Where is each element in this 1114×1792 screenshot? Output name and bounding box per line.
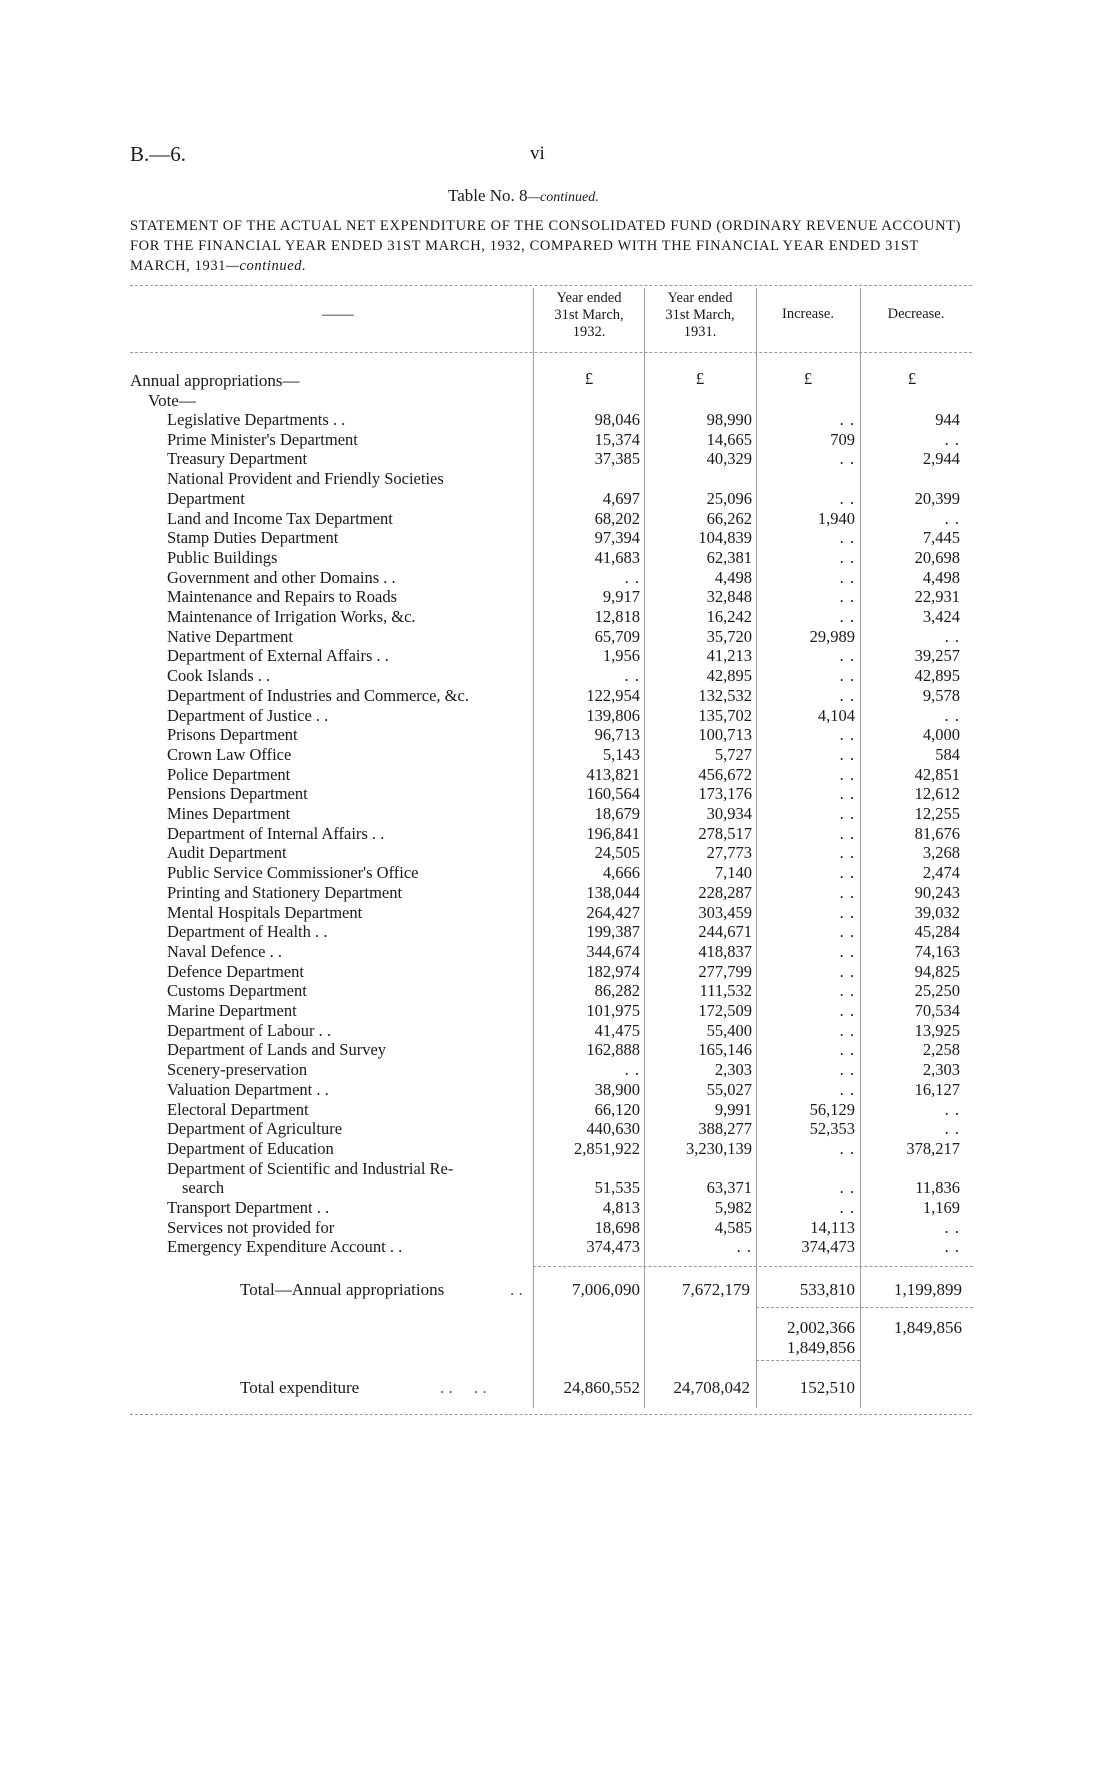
total-annual-increase: 533,810 (799, 1280, 855, 1299)
value-1931: 418,837 (698, 941, 752, 961)
value-1931: 165,146 (698, 1040, 752, 1060)
total-expenditure-leader: . . . . (440, 1378, 487, 1397)
table-row (0, 607, 1114, 627)
value-1932: 38,900 (594, 1079, 640, 1099)
table-row (0, 548, 1114, 568)
table-header-rule (130, 352, 972, 353)
value-increase: . . (839, 784, 855, 804)
value-1931: 63,371 (706, 1178, 752, 1198)
value-increase: 29,989 (809, 626, 855, 646)
value-1931: 7,140 (714, 863, 752, 883)
value-1932: 9,917 (602, 587, 640, 607)
value-1932: . . (624, 666, 640, 686)
row-label: Naval Defence . . (167, 941, 282, 961)
value-increase: . . (839, 488, 855, 508)
column-header-1931-line2: 31st March, (665, 307, 735, 323)
table-row (0, 568, 1114, 588)
value-decrease: . . (944, 1237, 960, 1257)
value-decrease: 2,303 (922, 1060, 960, 1080)
value-1931: 55,400 (706, 1020, 752, 1040)
value-1932: 86,282 (594, 981, 640, 1001)
column-header-1931-line3: 1931. (683, 324, 717, 340)
table-number-continued: —continued. (527, 190, 599, 205)
column-header-1932 (535, 290, 643, 341)
value-1931: 98,990 (706, 410, 752, 429)
row-label: National Provident and Friendly Societies (167, 469, 444, 489)
row-label: Services not provided for (167, 1217, 335, 1237)
value-1932: 440,630 (586, 1119, 640, 1139)
value-1931: 27,773 (706, 843, 752, 863)
value-1932: 101,975 (586, 1001, 640, 1020)
value-decrease: 4,000 (922, 725, 960, 745)
row-label: Scenery-preservation (167, 1060, 308, 1080)
row-label: Printing and Stationery Department (167, 882, 403, 902)
row-label-continuation: Department (167, 488, 245, 508)
value-1931: 9,991 (714, 1099, 752, 1119)
row-label: Prisons Department (167, 725, 298, 745)
value-decrease: 1,169 (922, 1198, 960, 1217)
value-1931: 173,176 (698, 784, 752, 804)
value-1932: 182,974 (586, 961, 640, 981)
carried-decrease-offset: 1,849,856 (787, 1338, 855, 1357)
value-1932: 5,143 (602, 744, 640, 764)
value-1931: 111,532 (699, 981, 752, 1001)
value-increase: . . (839, 567, 855, 587)
value-1932: 97,394 (594, 528, 640, 548)
table-row (0, 1080, 1114, 1100)
row-label: Prime Minister's Department (167, 429, 358, 449)
table-row (0, 784, 1114, 804)
table-row (0, 1218, 1114, 1238)
value-increase: . . (839, 607, 855, 626)
table-row (0, 528, 1114, 548)
value-increase: . . (839, 1020, 855, 1040)
row-label: Maintenance and Repairs to Roads (167, 587, 398, 607)
table-row (0, 843, 1114, 863)
table-row (0, 1040, 1114, 1060)
value-1932: 4,813 (602, 1198, 640, 1217)
value-1931: 228,287 (698, 882, 752, 902)
value-1932: 344,674 (586, 941, 640, 961)
statement-title (130, 216, 972, 276)
value-increase: 374,473 (801, 1237, 855, 1257)
value-increase: . . (839, 981, 855, 1001)
value-1932: 12,818 (594, 607, 640, 626)
value-increase: . . (839, 1178, 855, 1198)
value-1931: 35,720 (706, 626, 752, 646)
value-1932: 68,202 (594, 508, 640, 528)
table-row (0, 706, 1114, 726)
value-increase: . . (839, 1198, 855, 1217)
column-header-decrease: Decrease. (887, 306, 945, 322)
row-label: Crown Law Office (167, 744, 292, 764)
table-row (0, 430, 1114, 450)
value-decrease: . . (944, 429, 960, 449)
value-increase: . . (839, 823, 855, 843)
value-1932: 37,385 (594, 449, 640, 469)
value-decrease: 13,925 (914, 1020, 960, 1040)
total-expenditure-1931: 24,708,042 (673, 1378, 750, 1397)
value-decrease: 944 (935, 410, 960, 429)
table-row (0, 1001, 1114, 1021)
row-label: Department of Lands and Survey (167, 1040, 387, 1060)
table-row (0, 1060, 1114, 1080)
value-1932: 139,806 (586, 705, 640, 725)
row-label: Government and other Domains . . (167, 567, 396, 587)
value-1931: 25,096 (706, 488, 752, 508)
statement-title-continued: —continued. (226, 258, 307, 274)
value-increase: . . (839, 410, 855, 429)
value-1932: . . (624, 1060, 640, 1080)
total-expenditure-label: Total expenditure (240, 1378, 360, 1397)
value-decrease: 20,399 (914, 488, 960, 508)
value-increase: 1,940 (817, 508, 855, 528)
value-1932: 41,683 (594, 547, 640, 567)
table-row (0, 666, 1114, 686)
value-1931: 66,262 (706, 508, 752, 528)
table-row (0, 883, 1114, 903)
row-label: Mines Department (167, 804, 291, 823)
table-row (0, 903, 1114, 923)
value-decrease: 70,534 (914, 1001, 960, 1020)
value-increase: . . (839, 961, 855, 981)
value-1931: 278,517 (698, 823, 752, 843)
row-label: Cook Islands . . (167, 666, 271, 686)
value-decrease: . . (944, 1099, 960, 1119)
table-row (0, 449, 1114, 469)
value-decrease: . . (944, 1119, 960, 1139)
row-label: Department of Industries and Commerce, &c. (167, 685, 469, 705)
value-1932: 413,821 (586, 764, 640, 784)
row-label: Department of Labour . . (167, 1020, 332, 1040)
table-row (0, 1158, 1114, 1198)
carried-decrease: 1,849,856 (894, 1318, 962, 1337)
value-1932: 374,473 (586, 1237, 640, 1257)
row-label: Defence Department (167, 961, 304, 981)
value-1931: 30,934 (706, 804, 752, 823)
value-1931: 100,713 (698, 725, 752, 745)
row-label: Police Department (167, 764, 291, 784)
value-1932: . . (624, 567, 640, 587)
value-1931: 62,381 (706, 547, 752, 567)
value-increase: 56,129 (809, 1099, 855, 1119)
currency-symbol-increase: £ (803, 369, 813, 388)
value-decrease: 12,612 (914, 784, 960, 804)
value-1932: 18,679 (594, 804, 640, 823)
value-1932: 199,387 (586, 922, 640, 942)
value-1931: 2,303 (714, 1060, 752, 1080)
value-increase: . . (839, 725, 855, 745)
value-decrease: . . (944, 1217, 960, 1237)
value-decrease: 45,284 (914, 922, 960, 942)
value-1932: 160,564 (586, 784, 640, 804)
value-1932: 65,709 (594, 626, 640, 646)
row-label: Public Service Commissioner's Office (167, 863, 419, 883)
value-1931: 55,027 (706, 1079, 752, 1099)
value-1932: 96,713 (594, 725, 640, 745)
value-1932: 4,666 (602, 863, 640, 883)
value-1931: 42,895 (706, 666, 752, 686)
table-row (0, 962, 1114, 982)
value-1931: 303,459 (698, 902, 752, 922)
value-1932: 264,427 (586, 902, 640, 922)
row-label: Department of External Affairs . . (167, 646, 389, 666)
value-decrease: 9,578 (922, 685, 960, 705)
column-header-1931 (646, 290, 754, 341)
value-decrease: 74,163 (914, 941, 960, 961)
value-increase: . . (839, 646, 855, 666)
table-row (0, 509, 1114, 529)
table-row (0, 410, 1114, 430)
page-number: vi (530, 143, 545, 164)
value-decrease: 39,257 (914, 646, 960, 666)
value-1932: 2,851,922 (574, 1138, 640, 1158)
value-1931: 172,509 (698, 1001, 752, 1020)
value-1931: 4,585 (714, 1217, 752, 1237)
value-1931: 388,277 (698, 1119, 752, 1139)
value-decrease: 25,250 (914, 981, 960, 1001)
value-increase: . . (839, 685, 855, 705)
blank-column-header: —— (322, 306, 354, 323)
value-1931: 135,702 (698, 705, 752, 725)
row-label: Department of Agriculture (167, 1119, 343, 1139)
row-label: Stamp Duties Department (167, 528, 339, 548)
value-1931: 32,848 (706, 587, 752, 607)
table-row (0, 922, 1114, 942)
row-label: Department of Scientific and Industrial Re- (167, 1158, 454, 1178)
table-row (0, 1139, 1114, 1159)
value-increase: . . (839, 863, 855, 883)
row-label: Audit Department (167, 843, 287, 863)
value-increase: 709 (830, 429, 855, 449)
value-increase: . . (839, 882, 855, 902)
row-label: Customs Department (167, 981, 307, 1001)
value-increase: . . (839, 1138, 855, 1158)
value-increase: . . (839, 1001, 855, 1020)
value-1931: 41,213 (706, 646, 752, 666)
row-label: Marine Department (167, 1001, 297, 1020)
row-label: Department of Health . . (167, 922, 328, 942)
value-1932: 98,046 (594, 410, 640, 429)
value-decrease: 2,944 (922, 449, 960, 469)
value-increase: . . (839, 449, 855, 469)
section-subtitle: Vote— (148, 391, 196, 410)
value-1932: 66,120 (594, 1099, 640, 1119)
value-decrease: 42,851 (914, 764, 960, 784)
value-1932: 196,841 (586, 823, 640, 843)
row-label: Native Department (167, 626, 293, 646)
value-1932: 51,535 (594, 1178, 640, 1198)
table-row (0, 646, 1114, 666)
statement-title-text: STATEMENT OF THE ACTUAL NET EXPENDITURE OF THE CONSOLIDATED FUND (ORDINARY REVENUE ACCOUNT) FOR THE FINANCIAL YEAR ENDED 31ST MARCH, 1932, COMPARED WITH THE FINANCIAL YEAR ENDED 31ST MARCH, 1931 (130, 218, 962, 274)
table-row (0, 627, 1114, 647)
value-decrease: 7,445 (922, 528, 960, 548)
value-decrease: 12,255 (914, 804, 960, 823)
total-annual-1931: 7,672,179 (682, 1280, 750, 1299)
total-annual-leader: . . (510, 1280, 523, 1299)
value-increase: . . (839, 941, 855, 961)
value-increase: . . (839, 1079, 855, 1099)
total-annual-decrease: 1,199,899 (894, 1280, 962, 1299)
value-decrease: 81,676 (914, 823, 960, 843)
currency-symbol-decrease: £ (907, 369, 917, 388)
value-increase: . . (839, 547, 855, 567)
value-increase: . . (839, 1040, 855, 1060)
value-1932: 162,888 (586, 1040, 640, 1060)
value-decrease: 3,424 (922, 607, 960, 626)
value-1932: 1,956 (602, 646, 640, 666)
value-1931: 14,665 (706, 429, 752, 449)
carried-increase: 2,002,366 (787, 1318, 855, 1337)
value-1931: 40,329 (706, 449, 752, 469)
value-decrease: 4,498 (922, 567, 960, 587)
table-row (0, 1237, 1114, 1257)
row-label: Department of Education (167, 1138, 334, 1158)
value-increase: 14,113 (810, 1217, 855, 1237)
table-bottom-rule (130, 1414, 972, 1415)
net-rule (756, 1360, 860, 1361)
row-label: Land and Income Tax Department (167, 508, 393, 528)
row-label: Public Buildings (167, 547, 278, 567)
total-annual-1932: 7,006,090 (572, 1280, 640, 1299)
row-label: Electoral Department (167, 1099, 309, 1119)
value-1931: 5,982 (714, 1198, 752, 1217)
value-decrease: 3,268 (922, 843, 960, 863)
value-decrease: 42,895 (914, 666, 960, 686)
section-title: Annual appropriations— (130, 371, 300, 390)
currency-symbol-1932: £ (584, 369, 594, 388)
value-1931: 16,242 (706, 607, 752, 626)
value-increase: . . (839, 843, 855, 863)
value-increase: . . (839, 1060, 855, 1080)
currency-symbol-1931: £ (695, 369, 705, 388)
value-1932: 4,697 (602, 488, 640, 508)
document-reference: B.—6. (130, 142, 187, 166)
table-row (0, 1021, 1114, 1041)
value-1932: 18,698 (594, 1217, 640, 1237)
table-row (0, 725, 1114, 745)
value-1932: 138,044 (586, 882, 640, 902)
value-decrease: 2,474 (922, 863, 960, 883)
value-increase: . . (839, 764, 855, 784)
row-label: Valuation Department . . (167, 1079, 329, 1099)
value-decrease: 94,825 (914, 961, 960, 981)
row-label-continuation: search (182, 1178, 225, 1198)
value-decrease: 22,931 (914, 587, 960, 607)
row-label: Emergency Expenditure Account . . (167, 1237, 403, 1257)
value-1931: . . (736, 1237, 752, 1257)
value-decrease: . . (944, 508, 960, 528)
table-row (0, 824, 1114, 844)
table-number (448, 186, 599, 206)
value-increase: . . (839, 922, 855, 942)
value-decrease: 584 (935, 744, 960, 764)
value-1932: 15,374 (594, 429, 640, 449)
column-header-1932-line1: Year ended (556, 290, 622, 306)
row-label: Transport Department . . (167, 1198, 330, 1217)
value-1932: 122,954 (586, 685, 640, 705)
row-label: Mental Hospitals Department (167, 902, 363, 922)
value-increase: . . (839, 744, 855, 764)
total-expenditure-increase: 152,510 (799, 1378, 855, 1397)
column-header-1932-line3: 1932. (572, 324, 606, 340)
value-decrease: . . (944, 626, 960, 646)
table-row (0, 981, 1114, 1001)
value-decrease: 20,698 (914, 547, 960, 567)
column-header-1932-line2: 31st March, (554, 307, 624, 323)
row-label: Treasury Department (167, 449, 308, 469)
value-increase: . . (839, 804, 855, 823)
row-label: Department of Internal Affairs . . (167, 823, 385, 843)
total-annual-label: Total—Annual appropriations (240, 1280, 445, 1299)
table-row (0, 686, 1114, 706)
row-label: Pensions Department (167, 784, 308, 804)
value-increase: . . (839, 666, 855, 686)
value-1932: 41,475 (594, 1020, 640, 1040)
column-header-1931-line1: Year ended (667, 290, 733, 306)
table-row (0, 745, 1114, 765)
value-decrease: . . (944, 705, 960, 725)
value-1931: 5,727 (714, 744, 752, 764)
value-decrease: 2,258 (922, 1040, 960, 1060)
table-row (0, 863, 1114, 883)
value-1931: 244,671 (698, 922, 752, 942)
value-increase: 52,353 (809, 1119, 855, 1139)
table-row (0, 1100, 1114, 1120)
row-label: Maintenance of Irrigation Works, &c. (167, 607, 416, 626)
total-expenditure-1932: 24,860,552 (563, 1378, 640, 1397)
value-1931: 3,230,139 (686, 1138, 752, 1158)
table-row (0, 804, 1114, 824)
row-label: Legislative Departments . . (167, 410, 346, 429)
value-1932: 24,505 (594, 843, 640, 863)
value-increase: . . (839, 528, 855, 548)
table-row (0, 942, 1114, 962)
column-header-increase: Increase. (782, 306, 834, 322)
value-increase: . . (839, 902, 855, 922)
table-row (0, 1198, 1114, 1218)
value-1931: 456,672 (698, 764, 752, 784)
table-row (0, 469, 1114, 508)
value-1931: 277,799 (698, 961, 752, 981)
table-row (0, 765, 1114, 785)
value-1931: 4,498 (714, 567, 752, 587)
value-decrease: 90,243 (914, 882, 960, 902)
table-top-rule (130, 285, 972, 286)
value-decrease: 378,217 (906, 1138, 960, 1158)
value-decrease: 16,127 (914, 1079, 960, 1099)
table-number-label: Table No. 8 (448, 186, 528, 205)
table-row (0, 1119, 1114, 1139)
value-1931: 104,839 (698, 528, 752, 548)
table-row (0, 587, 1114, 607)
carried-rule (756, 1307, 973, 1308)
row-label: Department of Justice . . (167, 705, 329, 725)
value-1931: 132,532 (698, 685, 752, 705)
value-decrease: 11,836 (915, 1178, 960, 1198)
value-decrease: 39,032 (914, 902, 960, 922)
value-increase: 4,104 (817, 705, 855, 725)
totals-rule (533, 1266, 973, 1267)
value-increase: . . (839, 587, 855, 607)
